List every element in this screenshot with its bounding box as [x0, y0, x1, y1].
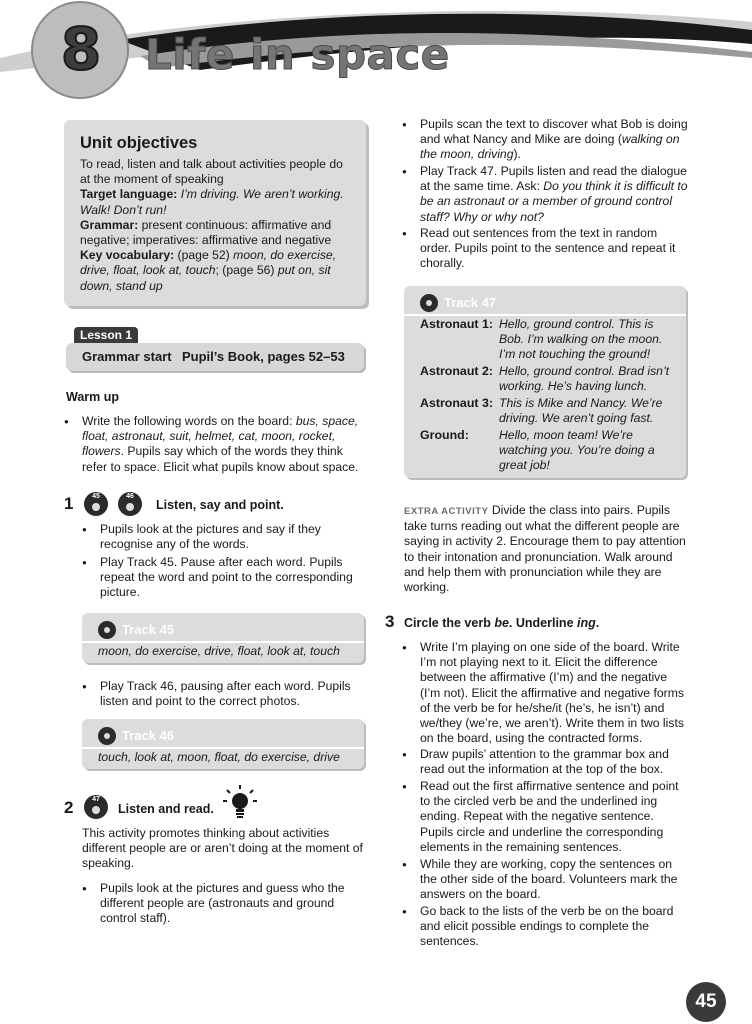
lesson-title: Grammar start: [82, 349, 172, 364]
grammar-objective: Grammar: present continuous: affirmative and negative; imperatives: affirmative and negative: [80, 217, 332, 248]
activity-2-bullet: ● Pupils look at the pictures and guess who the different people are (astronauts and ground control staff).: [100, 881, 364, 927]
activity-3-bullet: ● Read out the first affirmative sentence and point to the circled verb be and the underlined ing ending. Repeat with the negative sentence. Pupils circle and underline the corresponding elements in the remaining sentences.: [420, 779, 688, 855]
track-47-title: Track 47: [444, 295, 497, 310]
objectives-box: [64, 120, 366, 306]
track-46-title: Track 46: [122, 728, 175, 743]
objectives-intro: To read, listen and talk about activities people do at the moment of speaking: [80, 157, 343, 187]
track-45-title: Track 45: [122, 622, 175, 637]
lesson-tab: Lesson 1: [74, 327, 138, 344]
activity-2-bullet: ● Play Track 47. Pupils listen and read the dialogue at the same time. Ask: Do you think it is difficult to be an astronaut or a member of ground control staff? Why or why not?: [420, 164, 688, 225]
activity-3-bullet: ● Go back to the lists of the verb be on the board and elicit possible endings to complete the sentences.: [420, 904, 688, 950]
cd-icon: 47: [84, 795, 108, 819]
key-vocabulary: Key vocabulary: (page 52) moon, do exercise, drive, float, look at, touch; (page 56) put on, sit down, stand up: [80, 248, 337, 293]
page-number: 45: [686, 982, 726, 1022]
activity-3-bullet: ● Draw pupils’ attention to the grammar box and read out the information at the top of the box.: [420, 747, 688, 777]
dialogue-line: Hello, ground control. This is Bob. I’m walking on the moon. I’m not touching the ground!: [499, 317, 663, 362]
dialogue-speaker: Astronaut 2:: [420, 364, 493, 378]
dialogue-speaker: Astronaut 1:: [420, 317, 493, 331]
unit-title: Life in space: [145, 30, 450, 79]
lightbulb-icon: [222, 784, 258, 820]
activity-2-bullet: ● Read out sentences from the text in random order. Pupils point to the sentence and repeat it chorally.: [420, 226, 688, 272]
activity-3-bullet: ● While they are working, copy the sentences on the other side of the board. Volunteers mark the answers on the board.: [420, 857, 688, 903]
activity-1-bullet: ● Pupils look at the pictures and say if they recognise any of the words.: [100, 522, 364, 552]
activity-2-heading: Listen and read.: [118, 802, 214, 816]
activity-3-bullet: ● Write I’m playing on one side of the board. Write I’m not playing next to it. Elicit the difference between the affirmative (I’m) and the negative (I’m not). Elicit the affirmative and negative forms of the verb be for he/she/it (he’s, he isn’t) and we/they (we’re, we aren’t). Write them in two lists on the board, using the contracted forms.: [420, 640, 688, 746]
activity-3-heading: Circle the verb be. Underline ing.: [404, 616, 600, 630]
track-45-box: [82, 613, 364, 663]
warmup-heading: Warm up: [66, 390, 120, 404]
target-language: Target language: I’m driving. We aren’t working. Walk! Don’t run!: [80, 187, 344, 217]
track-46-box: [82, 719, 364, 769]
extra-activity: EXTRA ACTIVITY Divide the class into pairs. Pupils take turns reading out what the different people are saying in activity 2. Encourage them to pay attention to their intonation and pronunciation. Walk around and help them with pronunciation while they are working.: [404, 503, 686, 595]
dialogue-line: This is Mike and Nancy. We’re driving. We aren’t going fast.: [499, 396, 663, 426]
activity-2-number: 2: [64, 798, 74, 817]
activity-1-bullet: ● Play Track 46, pausing after each word. Pupils listen and point to the correct photos.: [100, 679, 364, 709]
book-reference: Pupil’s Book, pages 52–53: [182, 349, 345, 364]
activity-1-number: 1: [64, 494, 74, 513]
dialogue-line: Hello, ground control. Brad isn’t working. He’s having lunch.: [499, 364, 670, 394]
extra-activity-label: EXTRA ACTIVITY: [404, 506, 489, 517]
cd-icon: [420, 294, 438, 312]
track-46-text: touch, look at, moon, float, do exercise, drive: [98, 750, 340, 764]
activity-1-bullet: ● Play Track 45. Pause after each word. Pupils repeat the word and point to the corresponding picture.: [100, 555, 364, 601]
warmup-bullet: ● Write the following words on the board: bus, space, float, astronaut, suit, helmet, cat, moon, rocket, flowers. Pupils say which of the words they think refer to space. Elicit what pupils know about space.: [82, 414, 364, 475]
activity-2-intro: This activity promotes thinking about activities different people are or aren’t doing at the moment of speaking.: [82, 826, 363, 871]
dialogue-speaker: Ground:: [420, 428, 469, 442]
track-47-box: [404, 286, 686, 478]
cd-icon: 46: [118, 492, 142, 516]
lesson-bar: [66, 343, 364, 371]
cd-icon: [98, 621, 116, 639]
dialogue-line: Hello, moon team! We’re watching you. You’re doing a great job!: [499, 428, 655, 473]
cd-icon: 45: [84, 492, 108, 516]
activity-2-bullet: ● Pupils scan the text to discover what Bob is doing and what Nancy and Mike are doing (walking on the moon, driving).: [420, 117, 688, 163]
unit-number: 8: [60, 15, 102, 83]
objectives-title: Unit objectives: [80, 134, 198, 152]
cd-icon: [98, 727, 116, 745]
track-45-text: moon, do exercise, drive, float, look at, touch: [98, 644, 340, 658]
activity-1-heading: Listen, say and point.: [156, 498, 284, 512]
activity-3-number: 3: [385, 612, 395, 631]
dialogue-speaker: Astronaut 3:: [420, 396, 493, 410]
